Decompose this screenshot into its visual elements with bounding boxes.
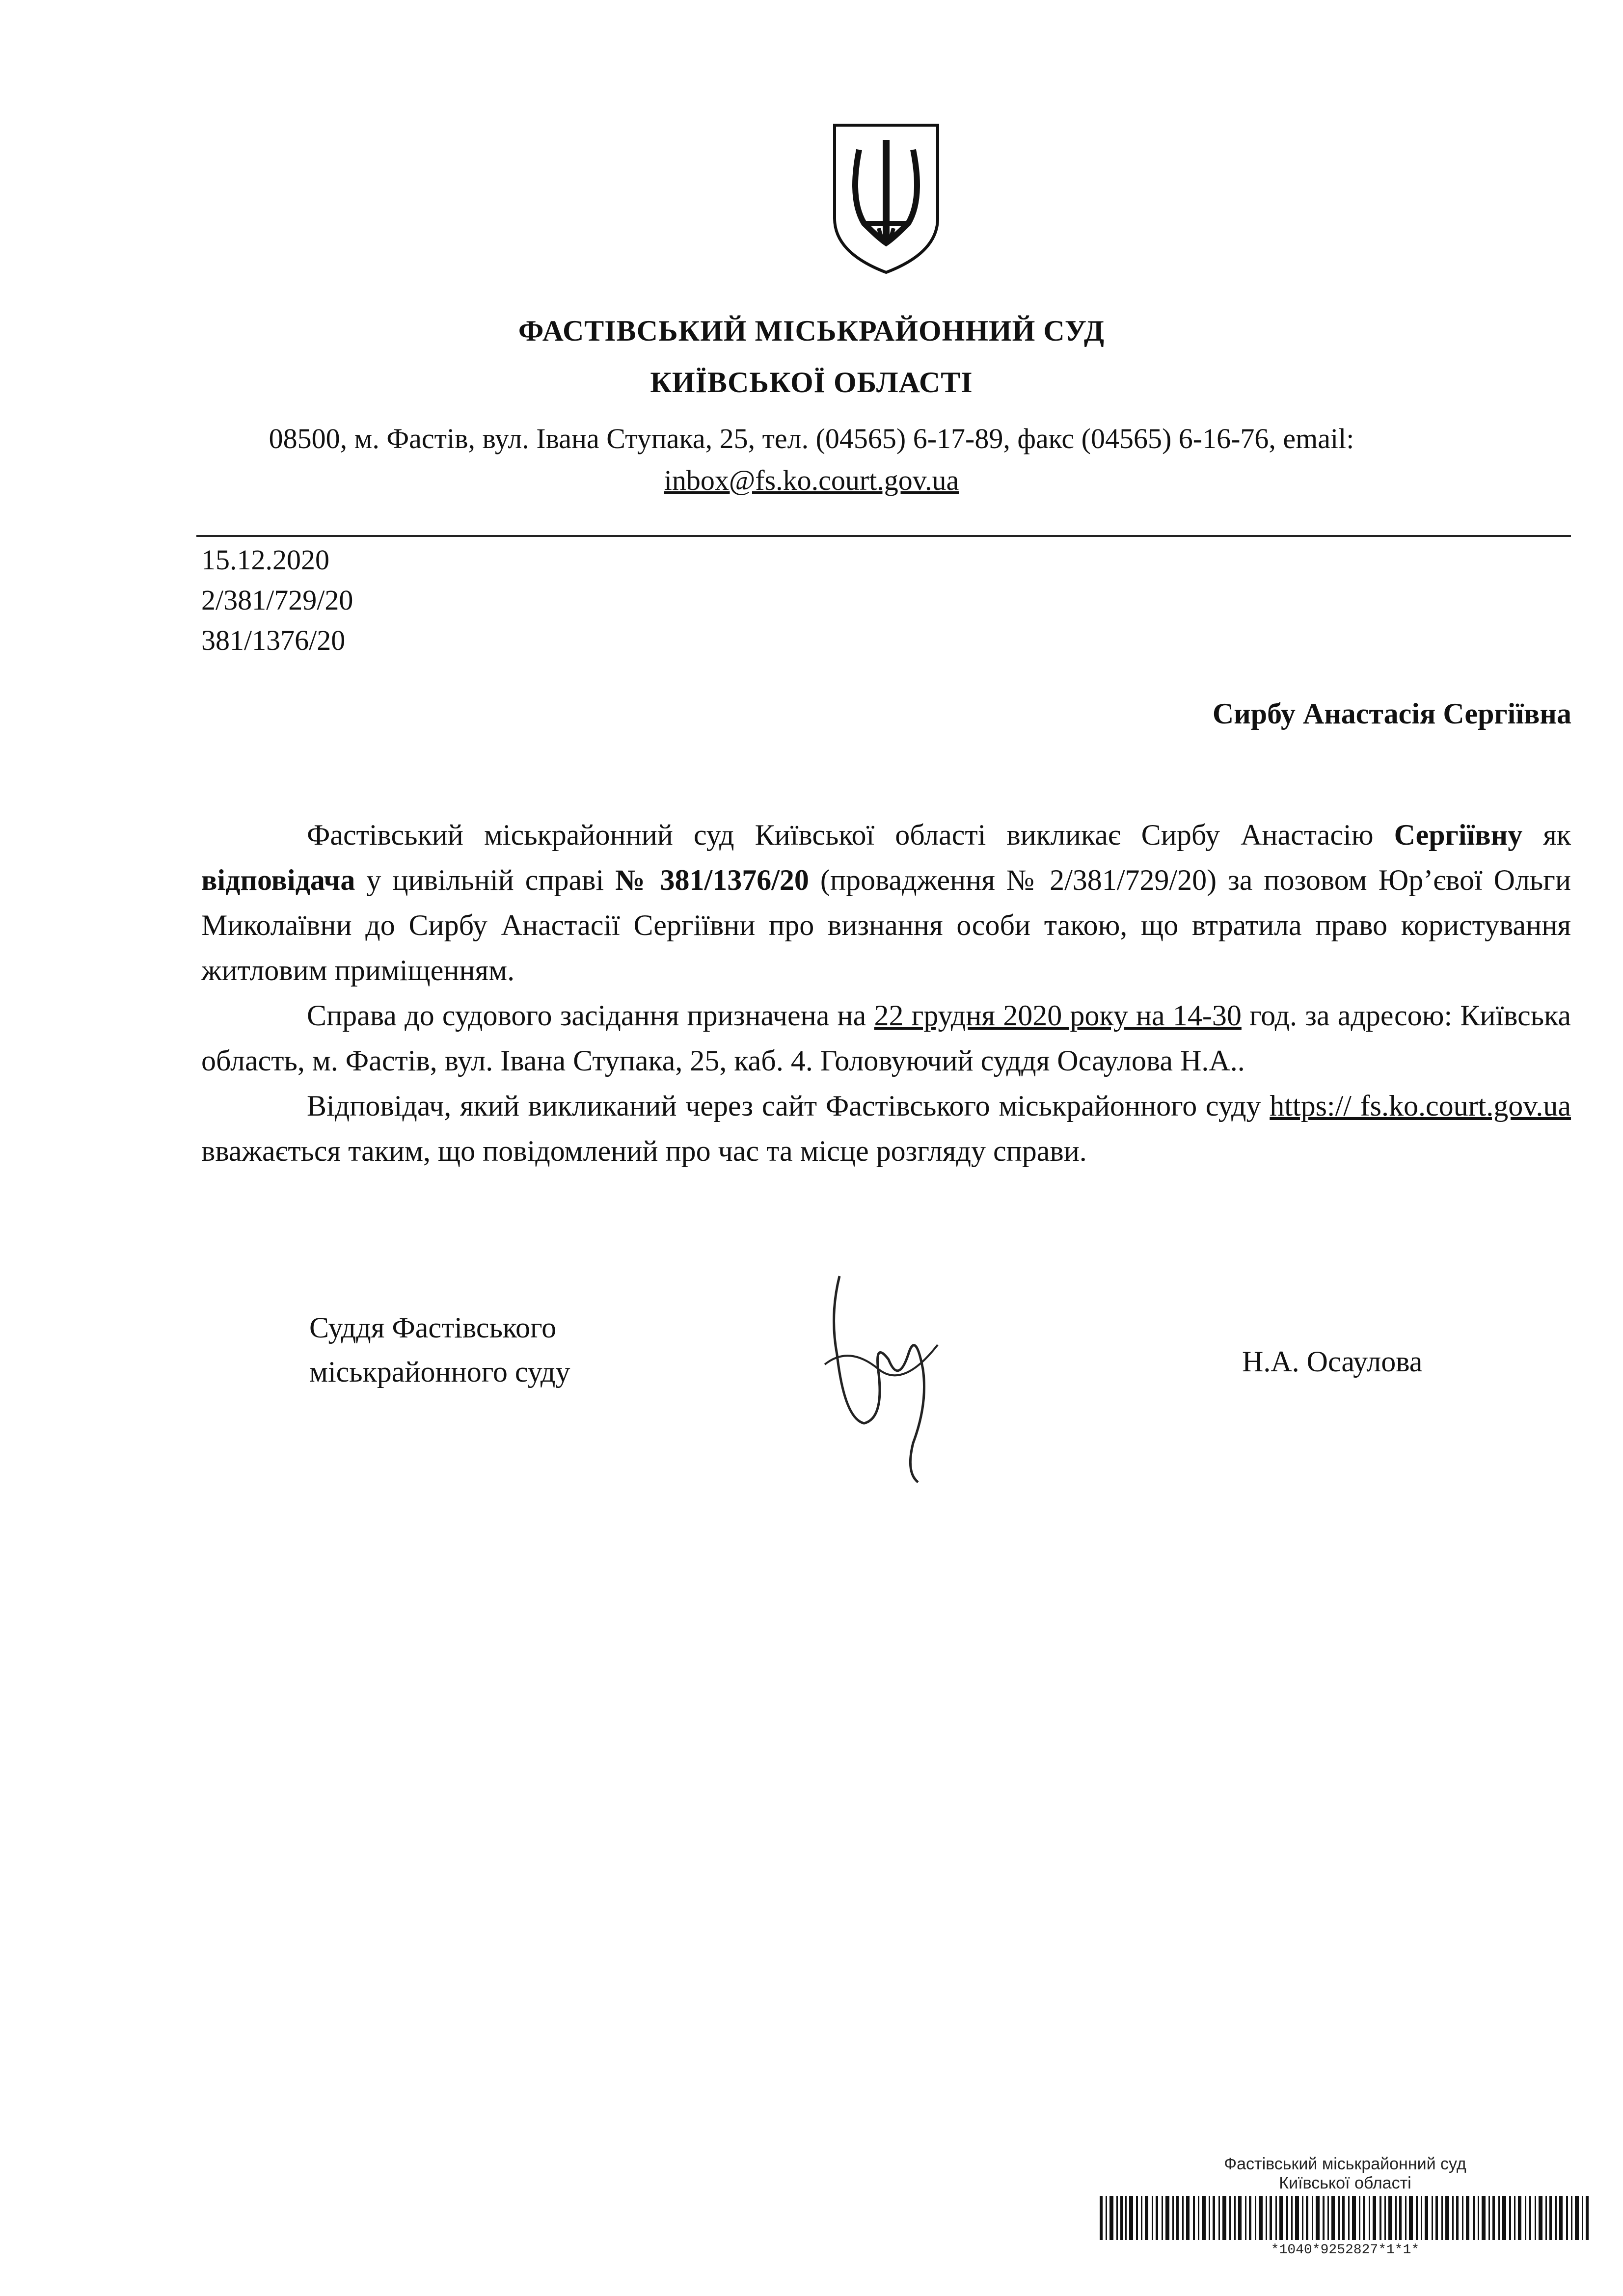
court-name-line1: ФАСТІВСЬКИЙ МІСЬКРАЙОННИЙ СУД (518, 315, 1105, 347)
text-run: Справа до судового засідання призначена на (307, 999, 874, 1032)
judge-name: Н.А. Осаулова (1242, 1345, 1423, 1378)
court-contact-line: 08500, м. Фастів, вул. Івана Ступака, 25, тел. (04565) 6-17-89, факс (04565) 6-16-76, email: (269, 423, 1354, 454)
summons-paragraph-1 (201, 812, 1571, 993)
summons-body (201, 812, 1571, 1174)
judge-title-line1: Суддя Фастівського (309, 1311, 557, 1344)
defendant-name-bold: Сергіївну (1394, 819, 1523, 851)
court-name-line2: КИЇВСЬКОЇ ОБЛАСТІ (650, 366, 973, 399)
handwritten-signature-icon (810, 1256, 957, 1487)
text-run: у цивільній справі (355, 864, 616, 896)
text-run: вважається таким, що повідомлений про час та місце розгляду справи. (201, 1135, 1087, 1167)
judge-title-line2: міськрайонного суду (309, 1356, 570, 1388)
hearing-datetime: 22 грудня 2020 року на 14-30 (874, 999, 1242, 1032)
stamp-line1: Фастівський міськрайонний суд (1224, 2155, 1466, 2173)
text-run: як (1522, 819, 1571, 851)
case-number: 381/1376/20 (201, 624, 346, 656)
summons-paragraph-3 (201, 1083, 1571, 1174)
case-number-bold: № 381/1376/20 (615, 864, 809, 896)
header-divider (196, 535, 1571, 537)
stamp-line2: Київської області (1279, 2174, 1411, 2192)
court-registration-stamp (1100, 2155, 1591, 2277)
text-run: Фастівський міськрайонний суд Київської області викликає Сирбу Анастасію (307, 819, 1394, 851)
recipient-name: Сирбу Анастасія Сергіївна (1212, 697, 1571, 730)
court-email-link[interactable]: inbox@fs.ko.court.gov.ua (664, 464, 959, 496)
judge-title (309, 1306, 570, 1394)
text-run: (провадження № 2/381/729/20) за позовом Юр’євої Ольги Миколаївни до Сирбу Анастасії Сергіївни про визнання особи такою, що втратила право користування житловим приміщенням. (201, 864, 1571, 987)
barcode-icon (1100, 2196, 1591, 2240)
proceeding-number: 2/381/729/20 (201, 584, 353, 616)
summons-paragraph-2 (201, 993, 1571, 1083)
court-email-wrapper (0, 464, 1623, 497)
trident-coat-of-arms-icon (830, 120, 943, 277)
court-site-link[interactable]: https:// fs.ko.court.gov.ua (1270, 1090, 1571, 1122)
text-run: Відповідач, який викликаний через сайт Фастівського міськрайонного суду (307, 1090, 1270, 1122)
document-date: 15.12.2020 (201, 544, 329, 576)
text-run: год. за адресою: Київська область, м. Фастів, вул. Івана Ступака, 25, каб. 4. Головуючий суддя Осаулова Н.А.. (201, 999, 1571, 1077)
role-bold: відповідача (201, 864, 355, 896)
barcode-text: *1040*9252827*1*1* (1271, 2243, 1420, 2258)
